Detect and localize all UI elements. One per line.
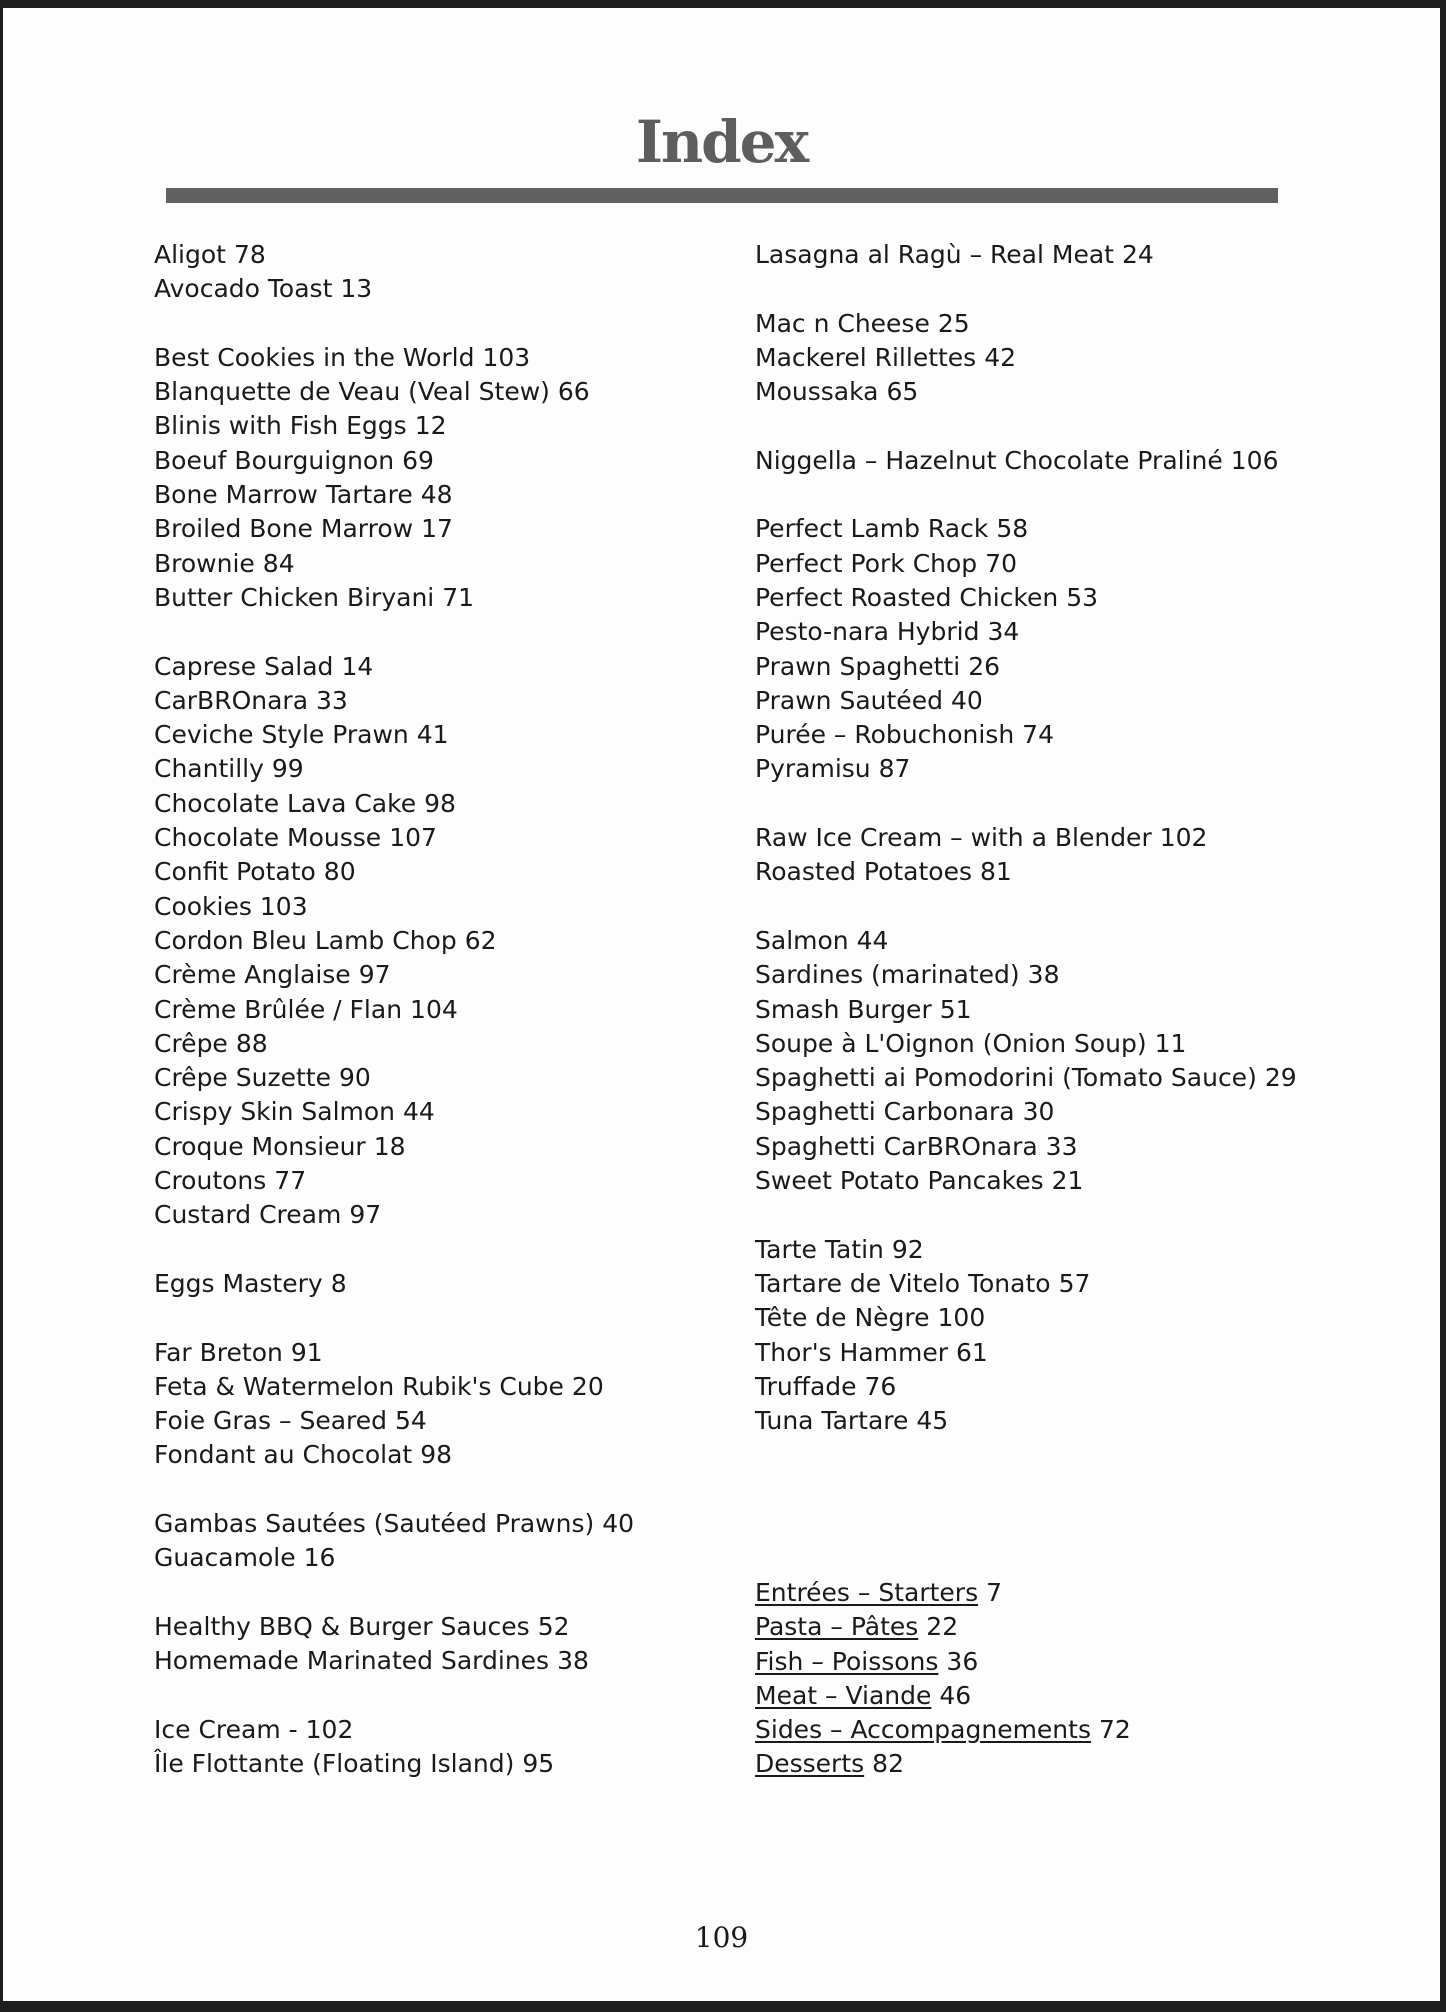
section-page-number: 72 — [1098, 1715, 1131, 1745]
group-spacer — [755, 1198, 1297, 1232]
entry-page-number: 99 — [271, 754, 304, 784]
entry-name: Confit Potato — [154, 857, 316, 887]
section-link[interactable]: Meat – Viande — [755, 1680, 932, 1710]
entry-page-number: 95 — [522, 1749, 555, 1779]
entry-page-number: 97 — [349, 1200, 382, 1230]
entry-page-number: 62 — [464, 925, 497, 955]
entry-page-number: 11 — [1154, 1028, 1187, 1058]
entry-name: Tuna Tartare — [755, 1406, 909, 1436]
index-entry — [755, 1130, 1297, 1164]
entry-name: Spaghetti CarBROnara — [755, 1131, 1038, 1161]
entry-page-number: 14 — [341, 651, 374, 681]
index-entry — [154, 787, 634, 821]
index-entry — [154, 1198, 634, 1232]
index-entry — [154, 1130, 634, 1164]
entry-page-number: 103 — [259, 891, 308, 921]
entry-page-number: 57 — [1058, 1268, 1091, 1298]
entry-name: Sweet Potato Pancakes — [755, 1166, 1044, 1196]
entry-page-number: 90 — [338, 1063, 371, 1093]
entry-name: Healthy BBQ & Burger Sauces — [154, 1611, 530, 1641]
entry-name: Mackerel Rillettes — [755, 342, 977, 372]
entry-name: Crème Anglaise — [154, 960, 351, 990]
index-entry — [154, 547, 634, 581]
entry-name: Île Flottante (Floating Island) — [154, 1749, 515, 1779]
entry-page-number: 33 — [1045, 1131, 1078, 1161]
index-entry — [755, 1233, 1297, 1267]
page-number: 109 — [694, 1921, 749, 1954]
entry-page-number: 18 — [373, 1131, 406, 1161]
entry-name: Foie Gras – Seared — [154, 1406, 387, 1436]
index-entry — [154, 1610, 634, 1644]
entry-page-number: 44 — [856, 925, 889, 955]
entry-page-number: 61 — [956, 1337, 988, 1367]
entry-page-number: 33 — [316, 685, 348, 715]
index-entry — [755, 581, 1297, 615]
entry-page-number: 40 — [950, 685, 983, 715]
entry-page-number: 65 — [886, 377, 919, 407]
index-entry — [755, 1301, 1297, 1335]
index-column-right — [755, 238, 1297, 1438]
entry-page-number: 53 — [1066, 582, 1099, 612]
section-page-number: 22 — [926, 1612, 959, 1642]
entry-page-number: 107 — [389, 823, 437, 853]
entry-name: Croque Monsieur — [154, 1131, 366, 1161]
entry-name: Guacamole — [154, 1543, 296, 1573]
entry-name: Truffade — [755, 1371, 857, 1401]
index-entry — [154, 993, 634, 1027]
index-entry — [755, 821, 1297, 855]
section-link-row — [755, 1610, 1131, 1644]
entry-page-number: 74 — [1022, 720, 1054, 750]
entry-page-number: 77 — [274, 1166, 307, 1196]
index-entry — [154, 409, 634, 443]
index-entry — [154, 890, 634, 924]
entry-page-number: 44 — [403, 1097, 435, 1127]
entry-page-number: 52 — [537, 1611, 570, 1641]
index-entry — [154, 1027, 634, 1061]
entry-name: Boeuf Bourguignon — [154, 445, 395, 475]
entry-name: Spaghetti ai Pomodorini (Tomato Sauce) — [755, 1063, 1257, 1093]
entry-page-number: 38 — [557, 1646, 589, 1676]
index-entry — [755, 1267, 1297, 1301]
index-page — [3, 8, 1440, 2001]
entry-name: Perfect Pork Chop — [755, 548, 978, 578]
entry-page-number: 69 — [402, 445, 434, 475]
entry-name: Thor's Hammer — [755, 1337, 949, 1367]
entry-page-number: 20 — [571, 1371, 604, 1401]
entry-name: Gambas Sautées (Sautéed Prawns) — [154, 1508, 595, 1538]
entry-name: Pesto-nara Hybrid — [755, 617, 980, 647]
index-entry — [154, 958, 634, 992]
entry-name: Crêpe Suzette — [154, 1063, 331, 1093]
entry-page-number: 104 — [410, 994, 458, 1024]
index-entry — [154, 1095, 634, 1129]
index-entry — [755, 547, 1297, 581]
entry-name: CarBROnara — [154, 685, 309, 715]
entry-name: Eggs Mastery — [154, 1268, 323, 1298]
index-column-left — [154, 238, 634, 1781]
entry-name: Far Breton — [154, 1337, 283, 1367]
entry-name: Perfect Lamb Rack — [755, 514, 989, 544]
entry-name: Custard Cream — [154, 1200, 342, 1230]
index-entry — [154, 238, 634, 272]
section-page-number: 7 — [986, 1578, 1003, 1607]
group-spacer — [154, 1678, 634, 1712]
group-spacer — [755, 409, 1297, 443]
entry-page-number: 41 — [416, 720, 449, 750]
index-entry — [755, 958, 1297, 992]
index-entry — [154, 444, 634, 478]
entry-name: Purée – Robuchonish — [755, 720, 1015, 750]
entry-name: Soupe à L'Oignon (Onion Soup) — [755, 1028, 1147, 1058]
group-spacer — [154, 1473, 634, 1507]
entry-page-number: 103 — [482, 342, 531, 372]
index-entry — [154, 512, 634, 546]
group-spacer — [755, 478, 1297, 512]
index-entry — [755, 512, 1297, 546]
index-entry — [755, 1336, 1297, 1370]
index-entry — [755, 855, 1297, 889]
index-entry — [154, 1267, 634, 1301]
index-entry — [755, 924, 1297, 958]
entry-page-number: 25 — [937, 308, 970, 338]
entry-name: Perfect Roasted Chicken — [755, 582, 1059, 612]
entry-page-number: 24 — [1121, 240, 1154, 269]
index-entry — [154, 341, 634, 375]
index-entry — [755, 684, 1297, 718]
section-link[interactable]: Pasta – Pâtes — [755, 1612, 919, 1642]
title-divider — [166, 188, 1278, 203]
section-link[interactable]: Desserts — [755, 1749, 865, 1779]
section-page-number: 82 — [872, 1749, 904, 1779]
entry-name: Crème Brûlée / Flan — [154, 994, 403, 1024]
index-entry — [154, 855, 634, 889]
entry-name: Blinis with Fish Eggs — [154, 411, 407, 441]
entry-page-number: 42 — [984, 342, 1017, 372]
index-entry — [154, 924, 634, 958]
index-entry — [755, 341, 1297, 375]
entry-page-number: 70 — [985, 548, 1017, 578]
page-title: Index — [635, 108, 808, 176]
index-entry — [154, 1336, 634, 1370]
index-entry — [755, 1370, 1297, 1404]
entry-name: Homemade Marinated Sardines — [154, 1646, 550, 1676]
index-entry — [755, 1027, 1297, 1061]
index-entry — [154, 1541, 634, 1575]
entry-name: Prawn Sautéed — [755, 685, 943, 715]
entry-name: Bone Marrow Tartare — [154, 480, 413, 510]
entry-page-number: 30 — [1022, 1097, 1055, 1127]
index-entry — [154, 684, 634, 718]
index-entry — [755, 993, 1297, 1027]
entry-page-number: 102 — [1159, 823, 1208, 853]
index-entry — [755, 718, 1297, 752]
group-spacer — [755, 272, 1297, 306]
index-entry — [154, 1370, 634, 1404]
entry-page-number: 88 — [235, 1028, 268, 1058]
entry-page-number: 16 — [303, 1543, 336, 1573]
entry-page-number: 26 — [968, 651, 1000, 681]
entry-name: Smash Burger — [755, 994, 932, 1024]
index-entry — [755, 375, 1297, 409]
entry-name: Roasted Potatoes — [755, 857, 972, 887]
group-spacer — [755, 890, 1297, 924]
entry-page-number: 76 — [864, 1371, 897, 1401]
entry-name: Mac n Cheese — [755, 308, 930, 338]
entry-page-number: 8 — [330, 1268, 347, 1298]
index-entry — [154, 581, 634, 615]
entry-page-number: 97 — [358, 960, 391, 990]
entry-page-number: 13 — [340, 274, 373, 304]
section-link-row — [755, 1713, 1131, 1747]
entry-name: Ceviche Style Prawn — [154, 720, 409, 750]
entry-page-number: 87 — [878, 754, 911, 784]
entry-page-number: 29 — [1264, 1063, 1297, 1093]
group-spacer — [154, 1301, 634, 1335]
section-link-row — [755, 1679, 1131, 1713]
entry-name: Pyramisu — [755, 754, 871, 784]
entry-page-number: 84 — [262, 548, 295, 578]
entry-name: Raw Ice Cream – with a Blender — [755, 823, 1152, 853]
index-entry — [755, 444, 1297, 478]
group-spacer — [154, 615, 634, 649]
entry-name: Blanquette de Veau (Veal Stew) — [154, 377, 550, 407]
entry-page-number: 54 — [395, 1406, 427, 1436]
index-entry — [755, 1164, 1297, 1198]
entry-name: Broiled Bone Marrow — [154, 514, 414, 544]
entry-page-number: 100 — [937, 1303, 986, 1333]
entry-page-number: 51 — [939, 994, 972, 1024]
entry-page-number: 106 — [1230, 445, 1279, 475]
entry-name: Aligot — [154, 240, 226, 269]
entry-name: Crêpe — [154, 1028, 228, 1058]
entry-page-number: 102 — [305, 1714, 354, 1744]
index-entry — [755, 752, 1297, 786]
entry-page-number: 58 — [996, 514, 1029, 544]
entry-page-number: 38 — [1027, 960, 1060, 990]
entry-name: Ice Cream - — [154, 1714, 298, 1744]
entry-name: Avocado Toast — [154, 274, 333, 304]
entry-name: Feta & Watermelon Rubik's Cube — [154, 1371, 564, 1401]
entry-name: Chocolate Mousse — [154, 823, 382, 853]
index-entry — [154, 1713, 634, 1747]
entry-name: Moussaka — [755, 377, 879, 407]
entry-page-number: 12 — [414, 411, 447, 441]
index-entry — [154, 821, 634, 855]
entry-page-number: 17 — [421, 514, 453, 544]
index-entry — [154, 1164, 634, 1198]
group-spacer — [154, 1576, 634, 1610]
entry-name: Lasagna al Ragù – Real Meat — [755, 240, 1114, 269]
entry-name: Chantilly — [154, 754, 264, 784]
entry-page-number: 78 — [233, 240, 266, 269]
entry-name: Croutons — [154, 1166, 267, 1196]
entry-name: Tarte Tatin — [755, 1234, 884, 1264]
index-entry — [154, 718, 634, 752]
index-entry — [755, 650, 1297, 684]
entry-page-number: 48 — [420, 480, 453, 510]
index-entry — [154, 375, 634, 409]
entry-page-number: 21 — [1051, 1166, 1084, 1196]
index-entry — [154, 752, 634, 786]
section-page-number: 36 — [946, 1646, 979, 1676]
section-link-row — [755, 1747, 1131, 1781]
group-spacer — [154, 307, 634, 341]
index-entry — [755, 1404, 1297, 1438]
entry-name: Cookies — [154, 891, 252, 921]
entry-name: Butter Chicken Biryani — [154, 582, 435, 612]
section-link-row — [755, 1645, 1131, 1679]
section-page-number: 46 — [939, 1680, 972, 1710]
group-spacer — [154, 1233, 634, 1267]
entry-page-number: 66 — [557, 377, 590, 407]
index-entry — [154, 478, 634, 512]
group-spacer — [755, 787, 1297, 821]
index-entry — [154, 1404, 634, 1438]
entry-page-number: 71 — [442, 582, 475, 612]
entry-name: Niggella – Hazelnut Chocolate Praliné — [755, 445, 1223, 475]
section-link[interactable]: Sides – Accompagnements — [755, 1715, 1091, 1745]
entry-name: Caprese Salad — [154, 651, 334, 681]
section-link-row — [755, 1576, 1131, 1610]
entry-name: Cordon Bleu Lamb Chop — [154, 925, 457, 955]
section-links — [755, 1576, 1131, 1782]
entry-name: Spaghetti Carbonara — [755, 1097, 1015, 1127]
entry-name: Salmon — [755, 925, 849, 955]
entry-page-number: 98 — [420, 1440, 453, 1470]
entry-name: Tartare de Vitelo Tonato — [755, 1268, 1051, 1298]
section-link[interactable]: Fish – Poissons — [755, 1646, 939, 1676]
index-entry — [755, 1061, 1297, 1095]
entry-name: Brownie — [154, 548, 255, 578]
index-entry — [154, 650, 634, 684]
entry-page-number: 98 — [424, 788, 456, 818]
entry-name: Best Cookies in the World — [154, 342, 475, 372]
entry-name: Prawn Spaghetti — [755, 651, 961, 681]
index-entry — [755, 1095, 1297, 1129]
entry-page-number: 91 — [290, 1337, 323, 1367]
index-entry — [154, 1061, 634, 1095]
index-entry — [154, 1438, 634, 1472]
entry-page-number: 80 — [323, 857, 356, 887]
entry-page-number: 45 — [916, 1406, 949, 1436]
entry-page-number: 81 — [980, 857, 1012, 887]
index-entry — [154, 272, 634, 306]
entry-name: Chocolate Lava Cake — [154, 788, 417, 818]
entry-page-number: 34 — [987, 617, 1020, 647]
index-entry — [154, 1747, 634, 1781]
index-entry — [755, 238, 1297, 272]
entry-name: Fondant au Chocolat — [154, 1440, 413, 1470]
entry-name: Crispy Skin Salmon — [154, 1097, 396, 1127]
entry-page-number: 92 — [891, 1234, 924, 1264]
index-entry — [755, 307, 1297, 341]
entry-name: Sardines (marinated) — [755, 960, 1020, 990]
index-entry — [755, 615, 1297, 649]
index-entry — [154, 1507, 634, 1541]
index-entry — [154, 1644, 634, 1678]
section-link[interactable]: Entrées – Starters — [755, 1578, 979, 1607]
entry-page-number: 40 — [602, 1508, 635, 1538]
entry-name: Tête de Nègre — [755, 1303, 930, 1333]
